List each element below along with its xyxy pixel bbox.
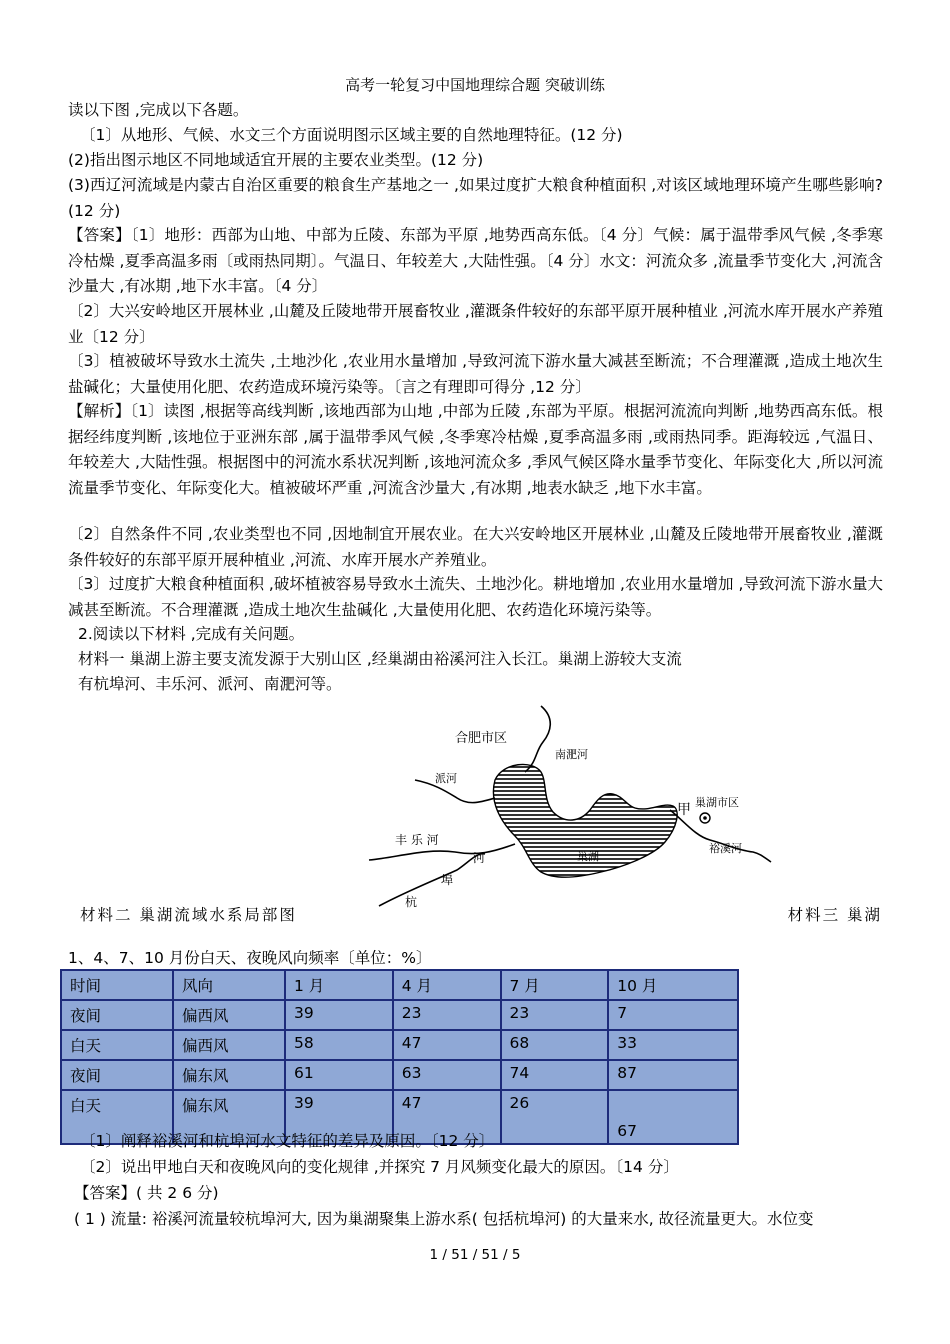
table-cell: 夜间 xyxy=(61,1000,173,1030)
nanfei-river xyxy=(525,706,550,772)
table-cell: 67 xyxy=(608,1090,738,1144)
table-caption: 1、4、7、10 月份白天、夜晚风向频率〔单位：%〕 xyxy=(68,949,432,967)
q1-answer-2: 〔2〕大兴安岭地区开展林业 ,山麓及丘陵地带开展畜牧业 ,灌溉条件较好的东部平原开展种植业 ,河流水库开展水产养殖业〔12 分〕 xyxy=(68,302,883,346)
page-title: 高考一轮复习中国地理综合题 突破训练 xyxy=(345,76,605,94)
material2-caption: 材料二 巢湖流域水系局部图 xyxy=(80,906,297,924)
table-cell: 白天 xyxy=(61,1030,173,1060)
q1-analysis-2: 〔2〕自然条件不同 ,农业类型也不同 ,因地制宜开展农业。在大兴安岭地区开展林业 ,山麓及丘陵地带开展畜牧业 ,灌溉条件较好的东部平原开展种植业 ,河流、水库开展水产养殖业。 xyxy=(68,525,883,569)
q2-intro: 2.阅读以下材料 ,完成有关问题。 xyxy=(78,625,305,643)
table-cell: 47 xyxy=(393,1030,501,1060)
label-chaohu: 巢湖 xyxy=(577,850,599,863)
table-cell: 87 xyxy=(608,1060,738,1090)
q1-sub1: 〔1〕从地形、气候、水文三个方面说明图示区域主要的自然地理特征。(12 分) xyxy=(80,126,623,144)
table-cell: 63 xyxy=(393,1060,501,1090)
q1-analysis-1: 【解析】〔1〕读图 ,根据等高线判断 ,该地西部为山地 ,中部为丘陵 ,东部为平原。根据河流流向判断 ,地势西高东低。根据经纬度判断 ,该地位于亚洲东部 ,属于温带季风气候 ,冬季寒冷枯燥 ,夏季高温多雨 ,或雨热同季。距海较远 ,气温日、年较差大 ,大陆性强。根据图中的河流水系状况判断 ,该地河流众多 ,季风气候区降水量季节变化、年际变化大 ,所以河流流量季节变化、年际变化大。植被破坏严重 ,河流含沙量大 ,有冰期 ,地表水缺乏 ,地下水丰富。 xyxy=(68,402,883,497)
chaohu-water-system-map xyxy=(365,702,785,912)
table-cell: 74 xyxy=(501,1060,609,1090)
map-svg xyxy=(365,702,785,912)
table-cell: 偏西风 xyxy=(173,1030,285,1060)
q1-intro: 读以下图 ,完成以下各题。 xyxy=(68,101,249,119)
table-cell: 61 xyxy=(285,1060,393,1090)
q1-answer-3: 〔3〕植被破坏导致水土流失 ,土地沙化 ,农业用水量增加 ,导致河流下游水量大减甚至断流；不合理灌溉 ,造成土地次生盐碱化；大量使用化肥、农药造成环境污染等。〔言之有理即可得分 ,12 分〕 xyxy=(68,352,883,396)
label-yuxi: 裕溪河 xyxy=(709,842,742,855)
table-header-cell: 7 月 xyxy=(501,970,609,1000)
label-pai-a: 派河 xyxy=(435,772,457,785)
table-cell: 偏东风 xyxy=(173,1060,285,1090)
label-hangbu-b: 杭 xyxy=(405,895,418,909)
table-cell: 23 xyxy=(393,1000,501,1030)
wind-frequency-table xyxy=(60,969,739,1145)
table-cell: 39 xyxy=(285,1000,393,1030)
chaohu-city-dot xyxy=(703,816,707,820)
q2-material1-line2: 有杭埠河、丰乐河、派河、南淝河等。 xyxy=(78,675,342,693)
table-cell: 偏西风 xyxy=(173,1000,285,1030)
table-cell: 偏东风 xyxy=(173,1090,285,1144)
table-header-row xyxy=(61,970,738,1000)
table-cell: 夜间 xyxy=(61,1060,173,1090)
table-cell: 68 xyxy=(501,1030,609,1060)
q2-answer-title: 【答案】( 共 2 6 分) xyxy=(74,1184,219,1202)
q2-sub2: 〔2〕说出甲地白天和夜晚风向的变化规律 ,并探究 7 月风频变化最大的原因。〔14 分〕 xyxy=(80,1158,679,1176)
table-header-cell: 时间 xyxy=(61,970,173,1000)
table-cell: 33 xyxy=(608,1030,738,1060)
table-cell: 7 xyxy=(608,1000,738,1030)
page-number: 1 / 51 / 51 / 5 xyxy=(429,1247,521,1263)
table-cell: 23 xyxy=(501,1000,609,1030)
q1-sub2: (2)指出图示地区不同地域适宜开展的主要农业类型。(12 分) xyxy=(68,151,484,169)
q2-material1-line1: 材料一 巢湖上游主要支流发源于大别山区 ,经巢湖由裕溪河注入长江。巢湖上游较大支流 xyxy=(78,650,682,668)
label-fengle: 丰 乐 河 xyxy=(395,833,439,847)
table-cell: 47 xyxy=(393,1090,501,1144)
q2-sub1: 〔1〕阐释裕溪河和杭埠河水文特征的差异及原因。〔12 分〕 xyxy=(80,1132,495,1150)
label-nanfei: 南淝河 xyxy=(555,748,588,761)
q1-answer-1: 【答案】〔1〕地形：西部为山地、中部为丘陵、东部为平原 ,地势西高东低。〔4 分〕气候：属于温带季风气候 ,冬季寒冷枯燥 ,夏季高温多雨〔或雨热同期〕。气温日、年较差大 ,大陆性强。〔4 分〕水文：河流众多 ,流量季节变化大 ,河流含沙量大 ,有冰期 ,地下水丰富。〔4 分〕 xyxy=(68,226,883,295)
table-header-cell: 10 月 xyxy=(608,970,738,1000)
q2-answer-1: ( 1 ) 流量: 裕溪河流量较杭埠河大, 因为巢湖聚集上游水系( 包括杭埠河) 的大量来水, 故径流量更大。水位变 xyxy=(74,1210,814,1228)
q1-analysis-3: 〔3〕过度扩大粮食种植面积 ,破坏植被容易导致水土流失、土地沙化。耕地增加 ,农业用水量增加 ,导致河流下游水量大减甚至断流。不合理灌溉 ,造成土地次生盐碱化 ,大量使用化肥、农药造化环境污染等。 xyxy=(68,575,883,619)
table-header-cell: 1 月 xyxy=(285,970,393,1000)
material3-caption: 材料三 巢湖 xyxy=(787,906,882,924)
table-cell: 26 xyxy=(501,1090,609,1144)
q1-sub3: (3)西辽河流域是内蒙古自治区重要的粮食生产基地之一 ,如果过度扩大粮食种植面积 ,对该区域地理环境产生哪些影响?(12 分) xyxy=(68,176,883,220)
label-pai-b: 河 xyxy=(473,851,486,865)
label-hefei: 合肥市区 xyxy=(455,731,508,746)
table-cell: 39 xyxy=(285,1090,393,1144)
table-row xyxy=(61,1030,738,1060)
label-hangbu-a: 埠 xyxy=(441,873,454,887)
table-header-cell: 4 月 xyxy=(393,970,501,1000)
table-row xyxy=(61,1060,738,1090)
table-cell: 58 xyxy=(285,1030,393,1060)
hangbu-river xyxy=(379,854,485,906)
label-chaohu-city: 巢湖市区 xyxy=(695,796,739,809)
table-header-cell: 风向 xyxy=(173,970,285,1000)
table-row xyxy=(61,1000,738,1030)
table-cell: 白天 xyxy=(61,1090,173,1144)
fengle-river xyxy=(369,844,515,860)
label-jia: 甲 xyxy=(677,802,691,818)
